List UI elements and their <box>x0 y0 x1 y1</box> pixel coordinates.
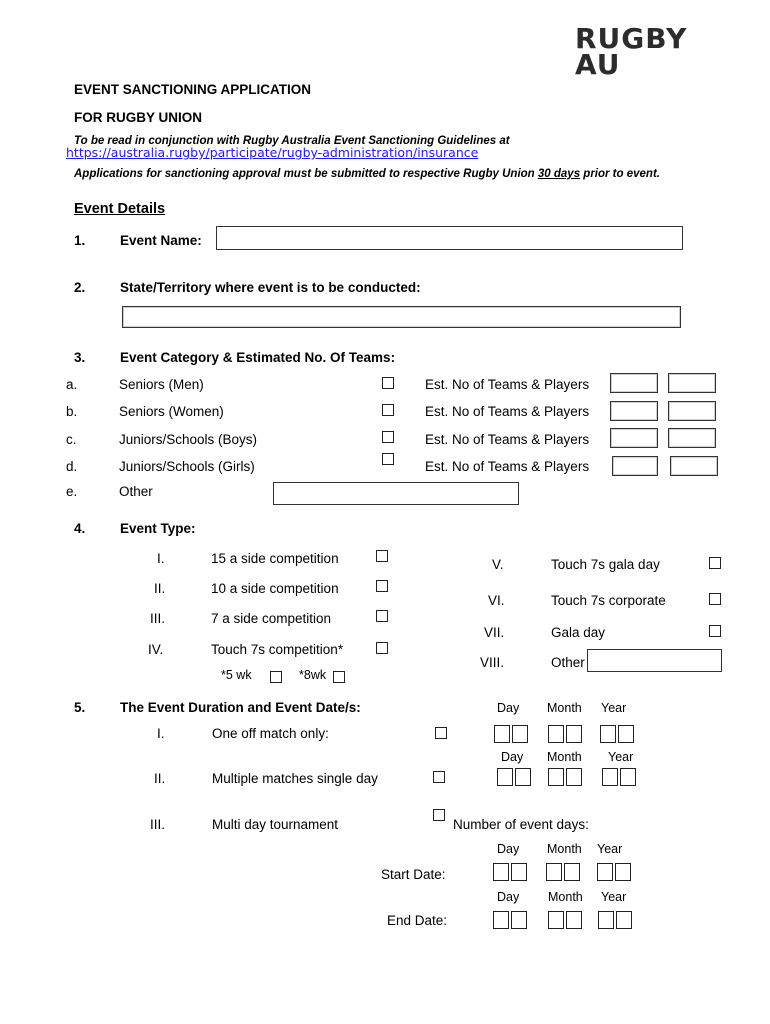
duration-single-day-label: Multiple matches single day <box>212 771 378 786</box>
date-header-year: Year <box>608 750 634 764</box>
form-subtitle: FOR RUGBY UNION <box>74 110 203 125</box>
rugby-au-logo <box>575 22 688 81</box>
category-other-input[interactable] <box>273 482 519 505</box>
date-header-month: Month <box>547 842 582 856</box>
date-digit-box[interactable] <box>515 768 531 786</box>
section-title: Event Details <box>74 201 166 217</box>
date-digit-box[interactable] <box>620 768 636 786</box>
duration-one-off-label: One off match only: <box>212 726 329 741</box>
date-digit-box[interactable] <box>512 725 528 743</box>
duration-numeral: I. <box>157 726 165 741</box>
date-header-month: Month <box>548 890 583 904</box>
touch7s-8wk-checkbox[interactable] <box>333 671 345 683</box>
category-checkbox-juniors-boys[interactable] <box>382 431 394 443</box>
date-header-year: Year <box>601 890 627 904</box>
date-digit-box[interactable] <box>546 863 562 881</box>
date-digit-box[interactable] <box>548 768 564 786</box>
event-type-numeral: VII. <box>484 625 505 640</box>
date-digit-box[interactable] <box>566 725 582 743</box>
event-type-touch7s-comp-checkbox[interactable] <box>376 642 388 654</box>
event-type-touch7s-corporate-label: Touch 7s corporate <box>551 593 666 608</box>
date-header-day: Day <box>497 701 520 715</box>
date-digit-box[interactable] <box>497 768 513 786</box>
guideline-text: To be read in conjunction with Rugby Australia Event Sanctioning Guidelines at <box>74 135 510 147</box>
submission-notice <box>74 168 660 180</box>
event-type-other-input[interactable] <box>587 649 722 672</box>
est-teams-input[interactable] <box>610 373 658 393</box>
duration-numeral: III. <box>150 817 166 832</box>
category-letter: e. <box>66 484 78 499</box>
est-teams-label: Est. No of Teams & Players <box>425 459 590 474</box>
date-digit-box[interactable] <box>598 911 614 929</box>
notice-after: prior to event. <box>580 168 660 180</box>
duration-numeral: II. <box>154 771 166 786</box>
category-label-juniors-girls: Juniors/Schools (Girls) <box>119 459 255 474</box>
event-name-input[interactable] <box>216 226 683 250</box>
est-teams-input[interactable] <box>610 428 658 448</box>
event-type-10-side-label: 10 a side competition <box>211 581 339 596</box>
event-type-numeral: IV. <box>148 642 164 657</box>
q2-label: State/Territory where event is to be conducted: <box>120 280 421 295</box>
est-players-input[interactable] <box>668 373 716 393</box>
date-digit-box[interactable] <box>511 863 527 881</box>
touch7s-5wk-checkbox[interactable] <box>270 671 282 683</box>
category-checkbox-seniors-men[interactable] <box>382 377 394 389</box>
notice-before: Applications for sanctioning approval must be submitted to respective Rugby Union <box>74 168 538 180</box>
est-players-input[interactable] <box>670 456 718 476</box>
category-letter: b. <box>66 404 78 419</box>
date-digit-box[interactable] <box>564 863 580 881</box>
est-teams-label: Est. No of Teams & Players <box>425 432 590 447</box>
est-teams-label: Est. No of Teams & Players <box>425 404 590 419</box>
event-type-numeral: VI. <box>488 593 505 608</box>
event-type-touch7s-comp-label: Touch 7s competition* <box>211 642 344 657</box>
date-digit-box[interactable] <box>493 911 509 929</box>
date-digit-box[interactable] <box>618 725 634 743</box>
category-checkbox-juniors-girls[interactable] <box>382 453 394 465</box>
date-digit-box[interactable] <box>548 725 564 743</box>
event-type-numeral: III. <box>150 611 166 626</box>
category-label-juniors-boys: Juniors/Schools (Boys) <box>119 432 258 447</box>
num-event-days-label: Number of event days: <box>453 817 589 832</box>
date-digit-box[interactable] <box>511 911 527 929</box>
date-digit-box[interactable] <box>600 725 616 743</box>
date-header-day: Day <box>501 750 524 764</box>
category-letter: a. <box>66 377 78 392</box>
date-header-year: Year <box>601 701 627 715</box>
q1-label: Event Name: <box>120 233 202 248</box>
event-type-gala-day-label: Gala day <box>551 625 606 640</box>
est-players-input[interactable] <box>668 401 716 421</box>
date-digit-box[interactable] <box>615 863 631 881</box>
category-label-seniors-women: Seniors (Women) <box>119 404 224 419</box>
date-header-month: Month <box>547 701 582 715</box>
event-type-touch7s-corporate-checkbox[interactable] <box>709 593 721 605</box>
date-digit-box[interactable] <box>616 911 632 929</box>
logo-line-1: RUGBY <box>575 22 688 55</box>
date-digit-box[interactable] <box>566 911 582 929</box>
event-type-7-side-checkbox[interactable] <box>376 610 388 622</box>
category-label-other: Other <box>119 484 153 499</box>
date-header-day: Day <box>497 842 520 856</box>
q4-label: Event Type: <box>120 521 196 536</box>
notice-days: 30 days <box>537 168 581 180</box>
est-teams-input[interactable] <box>612 456 658 476</box>
date-header-day: Day <box>497 890 520 904</box>
event-type-15-side-label: 15 a side competition <box>211 551 339 566</box>
date-digit-box[interactable] <box>597 863 613 881</box>
event-type-10-side-checkbox[interactable] <box>376 580 388 592</box>
est-players-input[interactable] <box>668 428 716 448</box>
event-type-numeral: V. <box>492 557 504 572</box>
q1-number: 1. <box>74 233 86 248</box>
duration-one-off-checkbox[interactable] <box>435 727 447 739</box>
duration-single-day-checkbox[interactable] <box>433 771 445 783</box>
category-letter: d. <box>66 459 78 474</box>
q4-number: 4. <box>74 521 86 536</box>
event-type-numeral: I. <box>157 551 165 566</box>
date-digit-box[interactable] <box>548 911 564 929</box>
category-label-seniors-men: Seniors (Men) <box>119 377 204 392</box>
est-teams-label: Est. No of Teams & Players <box>425 377 590 392</box>
event-type-touch7s-gala-checkbox[interactable] <box>709 557 721 569</box>
event-type-7-side-label: 7 a side competition <box>211 611 332 626</box>
date-digit-box[interactable] <box>566 768 582 786</box>
est-teams-input[interactable] <box>610 401 658 421</box>
q3-label: Event Category & Estimated No. Of Teams: <box>120 350 396 365</box>
event-type-touch7s-gala-label: Touch 7s gala day <box>551 557 660 572</box>
event-type-other-label: Other <box>551 655 585 670</box>
q2-number: 2. <box>74 280 86 295</box>
touch7s-5wk-label: *5 wk <box>221 668 252 682</box>
date-digit-box[interactable] <box>493 863 509 881</box>
category-letter: c. <box>66 432 77 447</box>
duration-multi-day-checkbox[interactable] <box>433 809 445 821</box>
state-territory-input[interactable] <box>122 306 681 328</box>
event-type-15-side-checkbox[interactable] <box>376 550 388 562</box>
category-checkbox-seniors-women[interactable] <box>382 404 394 416</box>
event-type-gala-day-checkbox[interactable] <box>709 625 721 637</box>
q5-label: The Event Duration and Event Date/s: <box>120 700 361 715</box>
guideline-link[interactable]: https://australia.rugby/participate/rugby-administration/insurance <box>66 145 479 160</box>
date-digit-box[interactable] <box>494 725 510 743</box>
event-type-numeral: VIII. <box>480 655 505 670</box>
end-date-label: End Date: <box>387 913 448 928</box>
logo-line-2: AU <box>575 48 621 81</box>
form-title: EVENT SANCTIONING APPLICATION <box>74 82 312 97</box>
duration-multi-day-label: Multi day tournament <box>212 817 339 832</box>
event-type-numeral: II. <box>154 581 166 596</box>
date-header-month: Month <box>547 750 582 764</box>
start-date-label: Start Date: <box>381 867 446 882</box>
q3-number: 3. <box>74 350 86 365</box>
date-digit-box[interactable] <box>602 768 618 786</box>
touch7s-8wk-label: *8wk <box>299 668 327 682</box>
date-header-year: Year <box>597 842 623 856</box>
q5-number: 5. <box>74 700 86 715</box>
